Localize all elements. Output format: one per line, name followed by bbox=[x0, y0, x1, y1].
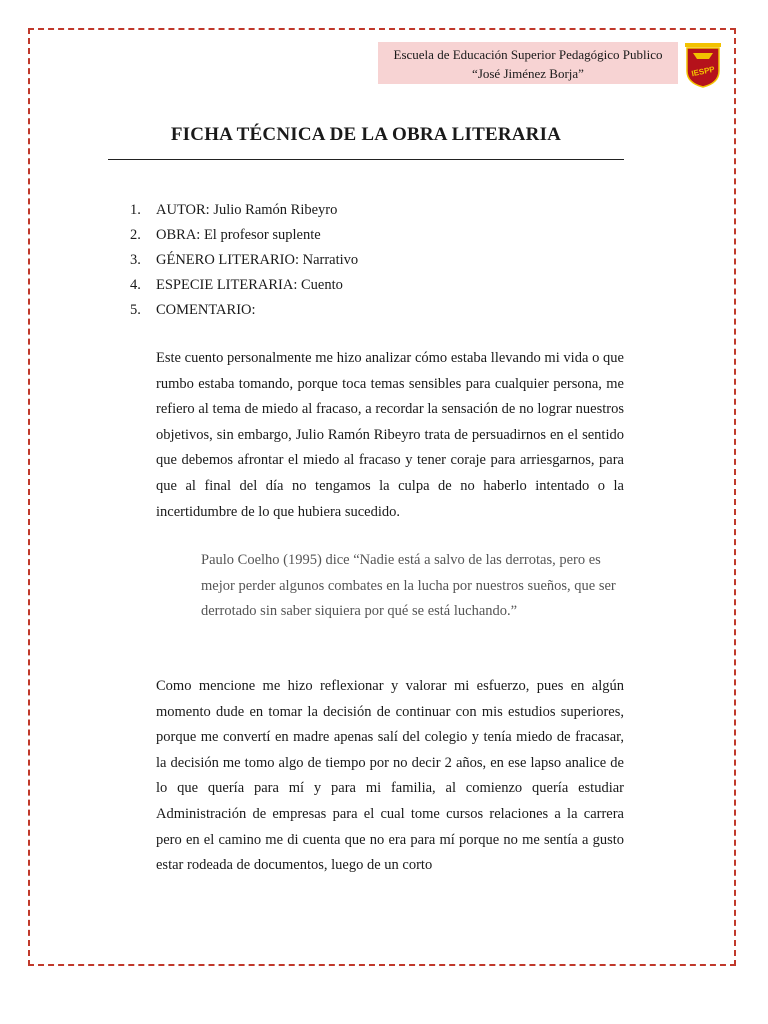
field-author: AUTOR: Julio Ramón Ribeyro bbox=[156, 202, 338, 218]
comment-paragraph-1: Este cuento personalmente me hizo analizar cómo estaba llevando mi vida o que rumbo estaba tomando, porque toca temas sensibles para cualquier persona, me refiero al tema de miedo al fracaso, a recordar la sensación de no lograr nuestros objetivos, sin embargo, Julio Ramón Ribeyro trata de persuadirnos en el sentido que debemos afrontar el miedo al fracaso y tener coraje para arriesgarnos, para que al final del día no tengamos la culpa de no haberlo intentado o la incertidumbre de lo que hubiera sucedido. bbox=[156, 350, 624, 520]
field-genre: GÉNERO LITERARIO: Narrativo bbox=[156, 252, 359, 268]
list-item: 2. OBRA: El profesor suplente bbox=[130, 227, 321, 243]
field-species: ESPECIE LITERARIA: Cuento bbox=[156, 277, 343, 293]
list-item: 1. AUTOR: Julio Ramón Ribeyro bbox=[130, 202, 338, 218]
list-item: 4. ESPECIE LITERARIA: Cuento bbox=[130, 277, 343, 293]
field-comment: COMENTARIO: bbox=[156, 302, 256, 318]
document-title: FICHA TÉCNICA DE LA OBRA LITERARIA bbox=[170, 124, 562, 145]
list-item: 3. GÉNERO LITERARIO: Narrativo bbox=[130, 252, 359, 268]
block-quote: Paulo Coelho (1995) dice “Nadie está a salvo de las derrotas, pero es mejor perder algunos combates en la lucha por nuestros sueños, que ser derrotado sin saber siquiera por qué se está luchando.” bbox=[201, 552, 616, 620]
school-name: Escuela de Educación Superior Pedagógico Publico bbox=[393, 47, 663, 62]
comment-paragraph-2: Como mencione me hizo reflexionar y valorar mi esfuerzo, pues en algún momento dude en tomar la decisión de continuar con mis estudios superiores, porque me convertí en madre apenas salí del colegio y tenía miedo de fracasar, la decisión me tomo algo de tiempo por no decir 2 años, en ese lapso analice de lo que quería para mí y para mi familia, al comienzo quería estudiar Administración de empresas para el cual tome cursos relaciones a la carrera pero en el camino me di cuenta que no era para mí porque no me sentía a gusto estar rodeada de documentos, luego de un corto bbox=[156, 678, 624, 874]
school-logo bbox=[683, 41, 723, 89]
title-underline bbox=[108, 159, 624, 160]
school-subtitle: “José Jiménez Borja” bbox=[472, 66, 584, 81]
logo-text: IESPP bbox=[690, 64, 716, 79]
field-list bbox=[130, 198, 358, 323]
field-work: OBRA: El profesor suplente bbox=[156, 227, 321, 243]
school-header bbox=[378, 42, 678, 84]
list-item: 5. COMENTARIO: bbox=[130, 302, 256, 318]
